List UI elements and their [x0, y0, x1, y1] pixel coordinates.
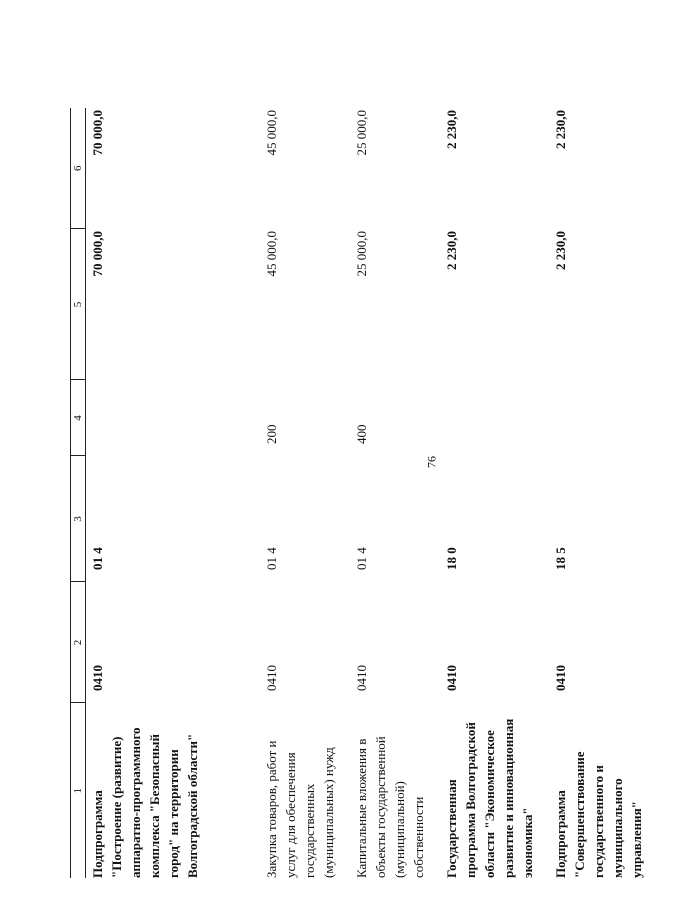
row-target-code: 18 5 — [553, 547, 568, 570]
table-row — [434, 108, 543, 878]
row-target-code: 18 0 — [444, 547, 459, 570]
column-header-6: 6 — [71, 108, 86, 229]
budget-table-region — [70, 108, 644, 878]
page-number: 76 — [424, 456, 439, 468]
row-expense-type — [86, 380, 255, 456]
column-header-1: 1 — [71, 703, 86, 878]
row-section-code: 0410 — [444, 665, 459, 691]
row-expense-type — [434, 380, 543, 456]
row-amount-6: 2 230,0 — [444, 110, 459, 149]
header-row — [71, 108, 86, 878]
table-row — [254, 108, 344, 878]
column-header-5: 5 — [71, 229, 86, 380]
row-amount-6: 2 230,0 — [553, 110, 568, 149]
row-amount-6: 45 000,0 — [264, 110, 279, 156]
row-target-code: 01 4 — [354, 547, 369, 570]
row-name: Подпрограмма "Совершенствование государственного и муниципального управления" — [553, 751, 644, 878]
row-amount-5: 25 000,0 — [354, 231, 369, 277]
budget-table — [70, 108, 677, 878]
row-amount-5: 70 000,0 — [90, 231, 105, 277]
row-name: Государственная программа Волгоградской области "Экономическое развитие и инновационная экономика" — [444, 718, 535, 878]
table-row — [86, 108, 255, 878]
row-name: Капитальные вложения в объекты государственной (муниципальной) собственности — [354, 736, 426, 878]
row-target-code: 01 4 — [90, 547, 105, 570]
table-row — [543, 108, 677, 878]
row-section-code: 0410 — [553, 665, 568, 691]
row-amount-6: 70 000,0 — [90, 110, 105, 156]
row-amount-5: 2 230,0 — [444, 231, 459, 270]
row-amount-5: 2 230,0 — [553, 231, 568, 270]
row-amount-6: 25 000,0 — [354, 110, 369, 156]
row-name: Подпрограмма "Построение (развитие) аппаратно-программного комплекса "Безопасный город" на территории Волгоградской области" — [90, 727, 200, 878]
row-section-code: 0410 — [264, 665, 279, 691]
row-expense-type: 200 — [264, 424, 279, 444]
row-expense-type: 400 — [354, 424, 369, 444]
row-name: Закупка товаров, работ и услуг для обеспечения государственных (муниципальных) нужд — [264, 740, 336, 878]
rotated-table-container — [70, 108, 644, 878]
row-section-code: 0410 — [90, 665, 105, 691]
row-section-code: 0410 — [354, 665, 369, 691]
column-header-3: 3 — [71, 456, 86, 582]
column-header-4: 4 — [71, 380, 86, 456]
row-expense-type — [543, 380, 677, 456]
table-row — [344, 108, 434, 878]
row-amount-5: 45 000,0 — [264, 231, 279, 277]
column-header-2: 2 — [71, 582, 86, 703]
row-target-code: 01 4 — [264, 547, 279, 570]
